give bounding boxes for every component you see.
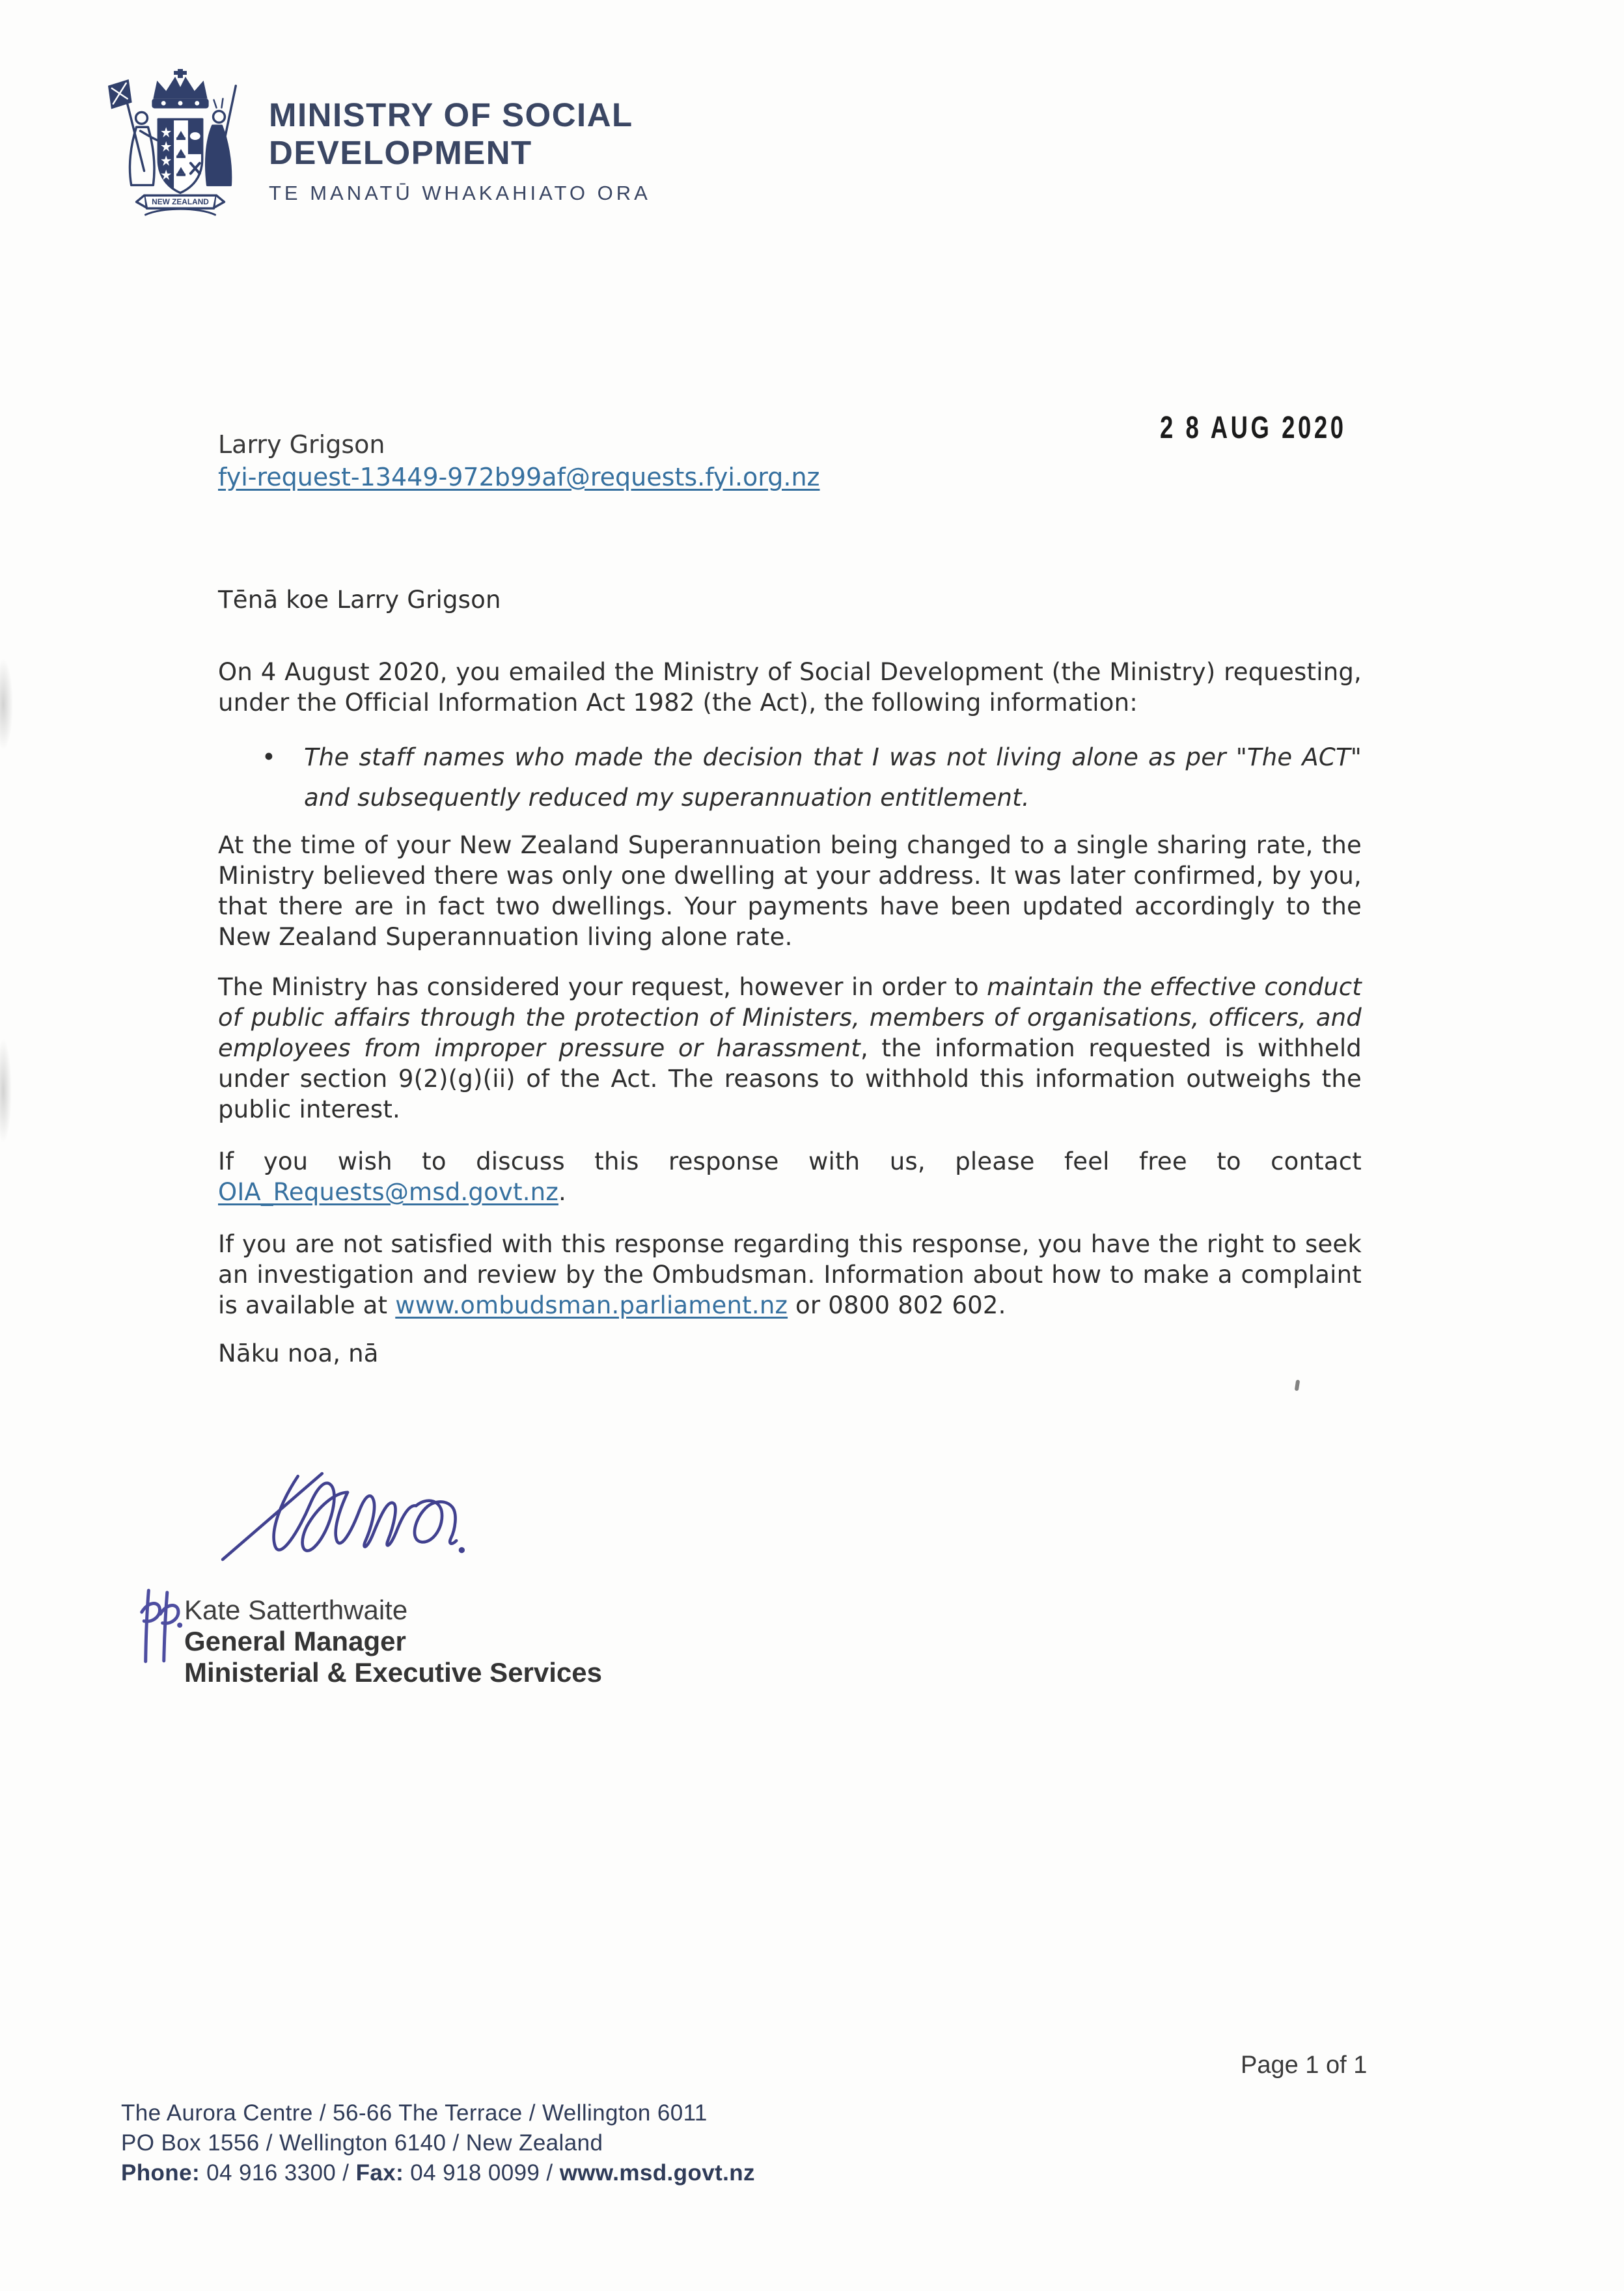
ministry-name-line2: DEVELOPMENT: [269, 134, 532, 171]
p3-end: , the information requested is withheld under section 9(2)(g)(ii) of the Act. The reasons to withhold this information outweighs the public interest.: [218, 1034, 1362, 1123]
paragraph-contact: [218, 1146, 1362, 1207]
letter-body: [218, 584, 1362, 1369]
paragraph-request-intro: On 4 August 2020, you emailed the Ministry of Social Development (the Ministry) requesting, under the Official Information Act 1982 (the Act), the following information:: [218, 658, 1362, 717]
paragraph-dwelling-explanation: At the time of your New Zealand Superannuation being changed to a single sharing rate, the Ministry believed there was only one dwelling at your address. It was later confirmed, by you, that there are in fact two dwellings. Your payments have been updated accordingly to the New Zealand Superannuation living alone rate.: [218, 831, 1362, 951]
ministry-wordmark: [269, 96, 651, 205]
closing-salutation: Nāku noa, nā: [218, 1339, 379, 1367]
footer-contact-block: [121, 2098, 755, 2188]
ministry-name-line1: MINISTRY OF SOCIAL: [269, 96, 633, 133]
handwritten-signature: [220, 1463, 475, 1569]
signatory-role: General Manager: [184, 1626, 406, 1656]
footer-phone-label: Phone:: [121, 2160, 200, 2186]
ministry-maori-name: TE MANATŪ WHAKAHIATO ORA: [269, 182, 651, 204]
p3-italic-grounds: maintain the effective conduct of public affairs through the protection of Ministers, members of organisations, officers, and employees from improper pressure or harassment: [218, 973, 1362, 1062]
scan-smudge: [0, 1039, 12, 1143]
recipient-email-link: fyi-request-13449-972b99af@requests.fyi.org.nz: [218, 463, 820, 491]
p4-start: If you wish to discuss this response with us, please feel free to contact: [218, 1147, 1362, 1175]
oia-email-link: OIA_Requests@msd.govt.nz: [218, 1178, 558, 1206]
p5-end: or 0800 802 602.: [788, 1291, 1006, 1319]
paragraph-ombudsman: [218, 1229, 1362, 1321]
footer-address-line2: PO Box 1556 / Wellington 6140 / New Zealand: [121, 2130, 603, 2156]
recipient-name: Larry Grigson: [218, 430, 385, 459]
received-date-stamp: 2 8 AUG 2020: [1160, 411, 1347, 445]
crest-banner-text: NEW ZEALAND: [152, 197, 209, 207]
p4-period: .: [558, 1178, 566, 1206]
nz-coat-of-arms-logo: [103, 69, 258, 217]
p3-start: The Ministry has considered your request, however in order to: [218, 973, 987, 1001]
page-number: Page 1 of 1: [1241, 2051, 1368, 2079]
footer-website: www.msd.govt.nz: [559, 2160, 755, 2186]
greeting: Tēnā koe Larry Grigson: [218, 586, 501, 614]
scan-speck: [1295, 1380, 1301, 1392]
bullet-marker: •: [262, 743, 277, 771]
bullet-quoted-request: The staff names who made the decision that I was not living alone as per "The ACT" and subsequently reduced my superannuation entitlement.: [304, 743, 1362, 812]
footer-fax-value: 04 918 0099 /: [404, 2160, 560, 2186]
request-bullet-item: [218, 737, 1362, 818]
recipient-block: [218, 428, 820, 493]
paragraph-withholding-decision: [218, 972, 1362, 1125]
footer-phone-value: 04 916 3300 /: [200, 2160, 356, 2186]
footer-phone-line: [121, 2158, 755, 2188]
p5-start: If you are not satisfied with this response regarding this response, you have the right to seek an investigation and review by the Ombudsman. Information about how to make a complaint is available at: [218, 1230, 1362, 1319]
scan-smudge: [0, 659, 13, 750]
footer-address-line1: The Aurora Centre / 56-66 The Terrace / Wellington 6011: [121, 2100, 708, 2126]
footer-fax-label: Fax:: [355, 2160, 404, 2186]
pp-handwritten-mark: [137, 1585, 185, 1665]
signatory-block: [184, 1595, 602, 1688]
ombudsman-link: www.ombudsman.parliament.nz: [395, 1291, 788, 1319]
signatory-unit: Ministerial & Executive Services: [184, 1657, 602, 1688]
signatory-name: Kate Satterthwaite: [184, 1595, 408, 1625]
